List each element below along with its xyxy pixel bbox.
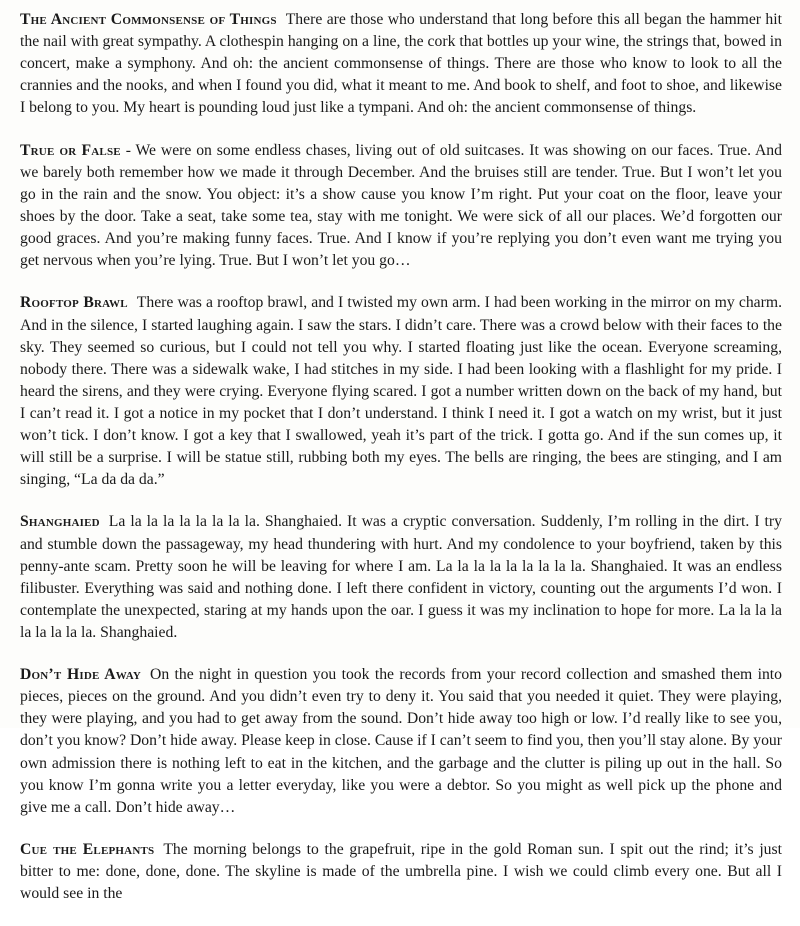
song-title: True or False: [20, 141, 121, 159]
song-dont-hide-away: [20, 664, 782, 819]
title-separator: -: [120, 141, 136, 159]
song-text: The morning belongs to the grapefruit, ripe in the gold Roman sun. I spit out the rind; it’s just bitter to me: done, done, done. The skyline is made of the umbrella pine. I wish we could climb every one. But all I would see in the: [20, 841, 782, 903]
song-text: There are those who understand that long before this all began the hammer hit the nail with great sympathy. A clothespin hanging on a line, the cork that bottles up your wine, the strings that, bowed in concert, make a symphony. And oh: the ancient commonsense of things. There are those who know to look to all the crannies and the nooks, and when I found you did, what it meant to me. And book to shelf, and foot to shoe, and likewise I belong to you. My heart is pounding loud just like a tympani. And oh: the ancient commonsense of things.: [20, 11, 782, 117]
song-title: The Ancient Commonsense of Things: [20, 11, 277, 28]
song-rooftop-brawl: [20, 292, 782, 491]
song-title: Don’t Hide Away: [20, 666, 141, 684]
song-text: There was a rooftop brawl, and I twisted my own arm. I had been working in the mirror on my charm. And in the silence, I started laughing again. I saw the stars. I didn’t care. There was a crowd below with their faces to the sky. They seemed so curious, but I could not tell you why. I started floating just like the ocean. Everyone screaming, nobody there. There was a sidewalk wake, I had stitches in my side. I had been looking with a flashlight for my pride. I heard the sirens, and they were crying. Everyone flying scared. I got a number written down on the back of my hand, but I can’t read it. I got a notice in my pocket that I don’t understand. I think I need it. I got a watch on my wrist, but it just won’t tick. I don’t know. I got a key that I swallowed, yeah it’s part of the trick. I gotta go. And if the sun comes up, it will still be a surprise. I will be statue still, rubbing both my eyes. The bells are ringing, the bees are stinging, and I am singing, “La da da da.”: [20, 294, 782, 489]
song-true-or-false: [20, 140, 782, 273]
song-text: We were on some endless chases, living out of old suitcases. It was showing on our faces. True. And we barely both remember how we made it through December. And the bruises still are tender. True. But I won’t let you go in the rain and the snow. You object: it’s a show cause you know I’m right. Put your coat on the floor, leave your shoes by the door. Take a seat, take some tea, stay with me tonight. We were sick of all our places. We’d forgotten our good graces. And you’re making funny faces. True. And I know if you’re replying you don’t even want me trying you get nervous when you’re lying. True. But I won’t let you go…: [20, 141, 782, 270]
song-title: Cue the Elephants: [20, 841, 155, 859]
song-text: On the night in question you took the records from your record collection and smashed them into pieces, pieces on the ground. And you didn’t even try to deny it. You said that you needed it quiet. They were playing, they were playing, and you had to get away from the sound. Don’t hide away too high or low. I’d really like to see you, don’t you know? Don’t hide away. Please keep in close. Cause if I can’t seem to find you, then you’ll stay alone. By your own admission there is nothing left to eat in the kitchen, and the garbage and the clutter is piling up out in the hall. So you know I’m gonna write you a letter everyday, like you were a debtor. So you might as well pick up the phone and give me a call. Don’t hide away…: [20, 666, 782, 816]
lyrics-body: [20, 9, 782, 926]
song-ancient-commonsense: [20, 9, 782, 119]
song-title: Shanghaied: [20, 513, 100, 531]
song-text: La la la la la la la la la. Shanghaied. It was a cryptic conversation. Suddenly, I’m rolling in the dirt. I try and stumble down the passageway, my head thundering with hurt. And my condolence to your boyfriend, taken by this penny-ante scam. Pretty soon he will be leaving for where I am. La la la la la la la la la. Shanghaied. It was an endless filibuster. Everything was said and nothing done. I left there confident in victory, counting out the arguments I’d won. I contemplate the unexpected, staring at my hands upon the oar. I guess it was my inclination to hope for more. La la la la la la la la la. Shanghaied.: [20, 513, 782, 641]
song-shanghaied: [20, 511, 782, 644]
song-title: Rooftop Brawl: [20, 294, 128, 312]
song-cue-the-elephants: [20, 839, 782, 905]
